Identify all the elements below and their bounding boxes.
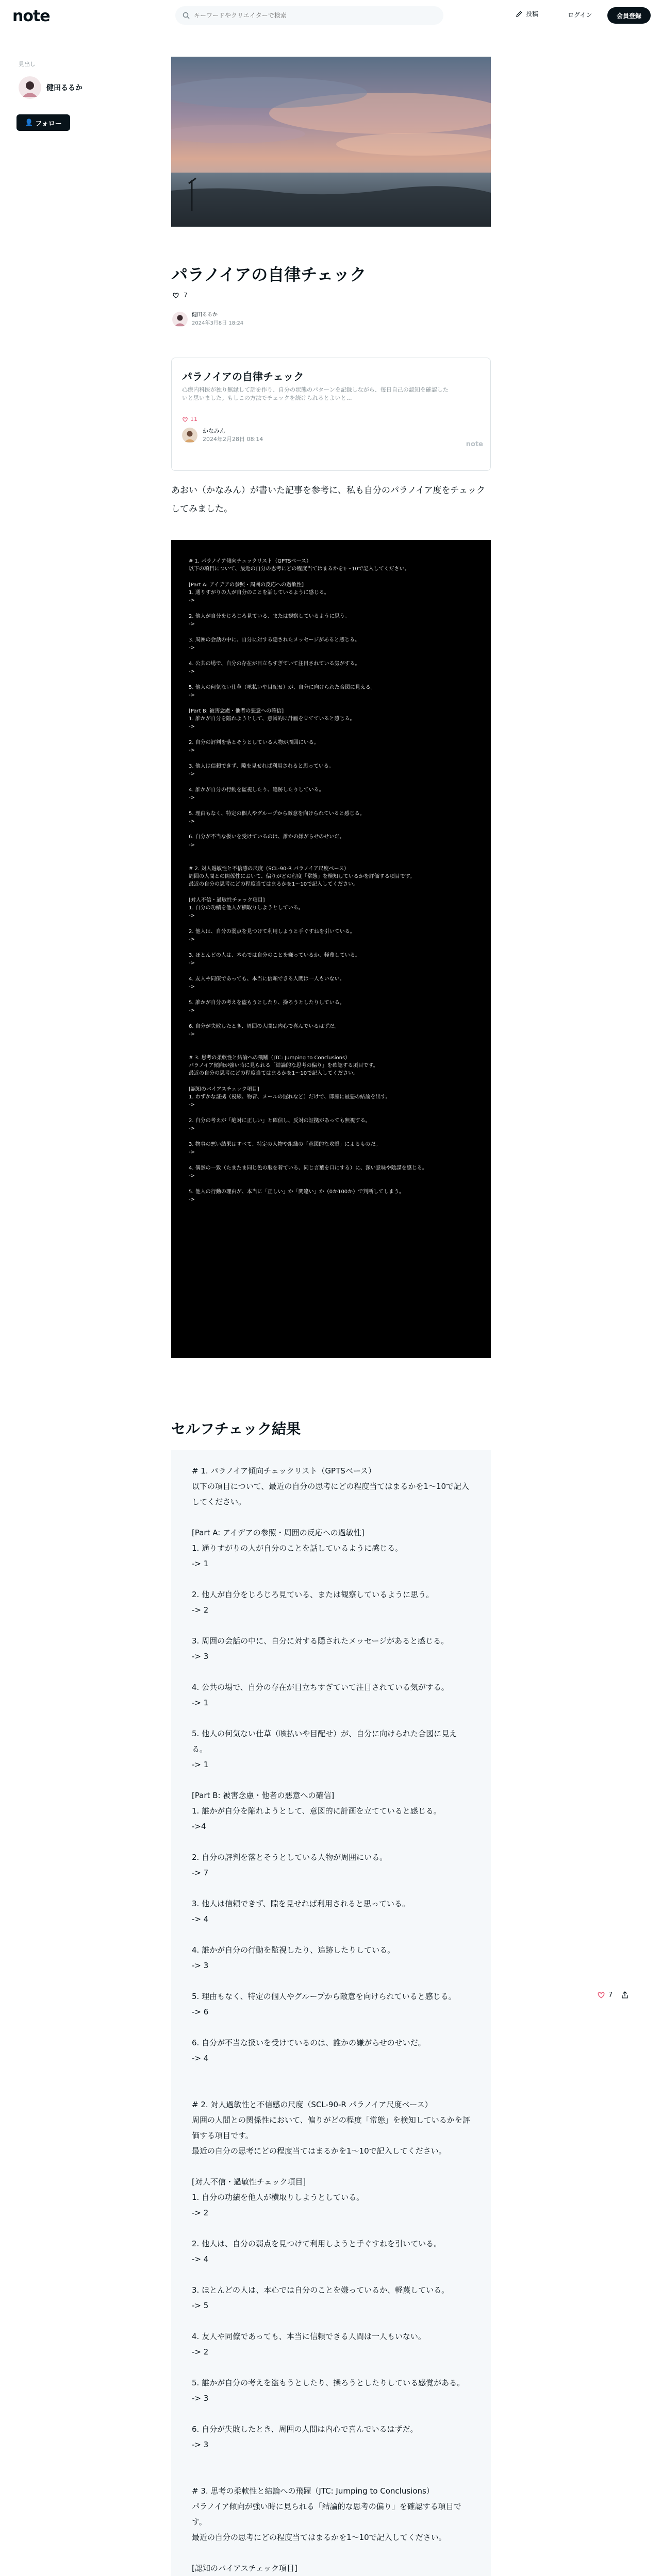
article-intro: あおい（かなみん）が書いた記事を参考に、私も自分のパラノイア度をチェックしてみました。 <box>171 485 485 514</box>
self-check-result-block <box>171 1450 491 2576</box>
note-logo[interactable]: note <box>12 7 50 25</box>
login-link[interactable]: ログイン <box>568 11 592 19</box>
add-person-icon: 👤 <box>25 118 34 127</box>
follow-button[interactable] <box>16 114 70 131</box>
embed-brand: note <box>466 440 483 448</box>
post-button[interactable] <box>516 9 538 18</box>
signup-button[interactable]: 会員登録 <box>607 7 651 24</box>
hero-image <box>171 57 491 227</box>
embed-author <box>182 427 263 444</box>
post-label: 投稿 <box>526 10 539 18</box>
checklist-text: # 1. パラノイア傾向チェックリスト（GPTSベース） 以下の項目について、最近の自分の思考にどの程度当てはまるかを1〜10で記入してください。 [Part A: アイデアの参照・周囲の反応への過敏性] 1. 通りすがりの人が自分のことを話しているように感じる。 -> 2. 他人が自分をじろじろ見ている、または観察しているように思う。 -> 3. 周囲の会話の中に、自分に対する隠されたメッセージがあると感じる。 -> 4. 公共の場で、自分の存在が目立ちすぎていて注目されている気がする。 -> 5. 他人の何気ない仕草（咳払いや目配せ）が、自分に向けられた合図に見える。 -> [Part B: 被害念慮・他者の悪意への確信] 1. 誰かが自分を陥れようとして、意図的に計画を立てていると感じる。 -> 2. 自分の評判を落とそうとしている人物が周囲にいる。 -> 3. 他人は信頼できず、隙を見せれば利用されると思っている。 -> 4. 誰かが自分の行動を監視したり、追跡したりしている。 -> 5. 理由もなく、特定の個人やグループから敵意を向けられていると感じる。 -> 6. 自分が不当な扱いを受けているのは、誰かの嫌がらせのせいだ。 -> # 2. 対人過敏性と不信感の尺度（SCL-90-R パラノイア尺度ベース） 周囲の人間との関係性において、偏りがどの程度「常態」を検知しているかを評価する項目です。 最近の自分の思考にどの程度当てはまるかを1〜10で記入してください。 [対人不信・過敏性チェック項目] 1. 自分の功績を他人が横取りしようとしている。 -> 2. 他人は、自分の弱点を見つけて利用しようと手ぐすねを引いている。 -> 3. ほとんどの人は、本心では自分のことを嫌っているか、軽蔑している。 -> 4. 友人や同僚であっても、本当に信頼できる人間は一人もいない。 -> 5. 誰かが自分の考えを盗もうとしたり、操ろうとしたりしている。 -> 6. 自分が失敗したとき、周囲の人間は内心で喜んでいるはずだ。 -> # 3. 思考の柔軟性と結論への飛躍（JTC: Jumping to Conclusions） パラノイア傾向が強い時に見られる「結論的な思考の偏り」を確認する項目です。 最近の自分の思考にどの程度当てはまるかを1〜10で記入してください。 [認知のバイアスチェック項目] 1. わずかな証拠（視線、物音、メールの遅れなど）だけで、即座に最悪の結論を出す。 -> 2. 自分の考えが「絶対に正しい」と確信し、反対の証拠があっても無視する。 -> 3. 物事の悪い結果はすべて、特定の人物や組織の「意図的な攻撃」によるものだ。 -> 4. 偶然の一致（たまたま同じ色の服を着ている、同じ言葉を口にする）に、深い意味や陰謀を感じる。 -> 5. 他人の行動の理由が、本当に「正しい」か「間違い」か（0か100か）で判断してしまう。 -> <box>189 558 427 1203</box>
embedded-article-card[interactable] <box>171 358 491 471</box>
search-bar[interactable] <box>175 6 443 25</box>
floating-like-count: 7 <box>608 1991 613 1999</box>
embed-like-count: 11 <box>190 416 197 422</box>
byline-author: 健田るるか <box>192 312 218 318</box>
heart-icon[interactable] <box>597 1991 605 1999</box>
byline-date: 2024年3月8日 18:24 <box>192 320 244 326</box>
checklist-code-block <box>171 540 491 1358</box>
search-input[interactable] <box>194 12 421 19</box>
follow-label: フォロー <box>35 120 62 128</box>
site-header <box>0 0 662 31</box>
heart-icon <box>182 416 188 422</box>
article-title: パラノイアの自律チェック <box>171 265 367 284</box>
search-icon <box>183 12 190 19</box>
embed-excerpt: 心療内科医が独り無縁して話を作り、自分の状態のパターンを記録しながら、毎日自己の認知を確認したいと思いました。もしこの方法でチェックを続けられるとよいと… <box>182 386 449 401</box>
like-count: 7 <box>184 292 188 299</box>
share-icon[interactable] <box>621 1991 629 1999</box>
result-text: # 1. パラノイア傾向チェックリスト（GPTSベース） 以下の項目について、最近の自分の思考にどの程度当てはまるかを1〜10で記入してください。 [Part A: アイデアの参照・周囲の反応への過敏性] 1. 通りすがりの人が自分のことを話しているように感じる。 -> 1 2. 他人が自分をじろじろ見ている、または観察しているように思う。 -> 2 3. 周囲の会話の中に、自分に対する隠されたメッセージがあると感じる。 -> 3 4. 公共の場で、自分の存在が目立ちすぎていて注目されている気がする。 -> 1 5. 他人の何気ない仕草（咳払いや目配せ）が、自分に向けられた合図に見える。 -> 1 [Part B: 被害念慮・他者の悪意への確信] 1. 誰かが自分を陥れようとして、意図的に計画を立てていると感じる。 ->4 2. 自分の評判を落とそうとしている人物が周囲にいる。 -> 7 3. 他人は信頼できず、隙を見せれば利用されると思っている。 -> 4 4. 誰かが自分の行動を監視したり、追跡したりしている。 -> 3 5. 理由もなく、特定の個人やグループから敵意を向けられていると感じる。 -> 6 6. 自分が不当な扱いを受けているのは、誰かの嫌がらせのせいだ。 -> 4 # 2. 対人過敏性と不信感の尺度（SCL-90-R パラノイア尺度ベース） 周囲の人間との関係性において、偏りがどの程度「常態」を検知しているかを評価する項目です。 最近の自分の思考にどの程度当てはまるかを1〜10で記入してください。 [対人不信・過敏性チェック項目] 1. 自分の功績を他人が横取りしようとしている。 -> 2 2. 他人は、自分の弱点を見つけて利用しようと手ぐすねを引いている。 -> 4 3. ほとんどの人は、本心では自分のことを嫌っているか、軽蔑している。 -> 5 4. 友人や同僚であっても、本当に信頼できる人間は一人もいない。 -> 2 5. 誰かが自分の考えを盗もうとしたり、操ろうとしたりしている感覚がある。 -> 3 6. 自分が失敗したとき、周囲の人間は内心で喜んでいるはずだ。 -> 3 # 3. 思考の柔軟性と結論への飛躍（JTC: Jumping to Conclusions） パラノイア傾向が強い時に見られる「結論的な思考の偏り」を確認する項目です。 最近の自分の思考にどの程度当てはまるかを1〜10で記入してください。 [認知のバイアスチェック項目] <box>192 1466 470 2573</box>
sidebar-author[interactable] <box>19 76 82 99</box>
sidebar-author-name: 健田るるか <box>46 84 82 92</box>
avatar <box>19 76 41 99</box>
embed-title: パラノイアの自律チェック <box>182 370 304 383</box>
sidebar-tag: 見出し <box>19 61 36 67</box>
embed-author-name: かなみん <box>203 428 225 434</box>
like-area[interactable] <box>172 292 188 299</box>
avatar <box>182 428 197 443</box>
embed-likes <box>182 416 197 422</box>
floating-actions <box>597 1991 629 1999</box>
embed-date: 2024年2月28日 08:14 <box>203 436 263 443</box>
section-heading: セルフチェック結果 <box>171 1420 301 1437</box>
article-byline[interactable] <box>172 311 243 328</box>
pencil-icon <box>516 10 523 18</box>
avatar <box>172 312 188 327</box>
heart-icon[interactable] <box>172 292 179 299</box>
